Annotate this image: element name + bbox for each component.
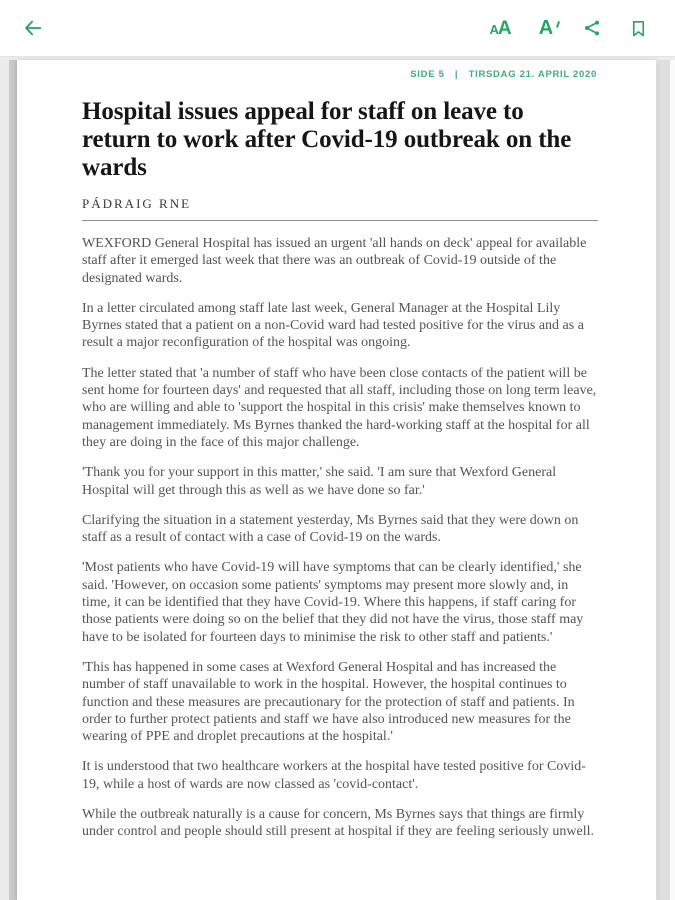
back-button[interactable] [14,9,52,47]
previous-page-edge[interactable] [9,60,17,900]
article-paragraph: In a letter circulated among staff late last week, General Manager at the Hospital Lily Byrnes stated that a patient on a non-Covid ward had tested positive for the virus and as a result a major reconfiguration of the hospital was ongoing. [82,300,584,351]
page-meta [82,69,597,80]
article-body [82,235,597,841]
article-byline: PÁDRAIG RNE [82,196,192,211]
article-headline: Hospital issues appeal for staff on leave to return to work after Covid-19 outbreak on the wards [82,98,572,181]
byline-divider [82,220,598,221]
page-number-label: SIDE 5 [410,69,445,80]
next-page-surface [670,60,675,900]
meta-separator: | [454,69,459,80]
article-paragraph: While the outbreak naturally is a cause for concern, Ms Byrnes says that things are firmly under control and people should still present at hospital if they are feeling seriously unwell. [82,807,595,840]
toolbar [0,0,675,57]
share-icon [582,18,602,38]
share-button[interactable] [573,9,611,47]
article-paragraph: Clarifying the situation in a statement yesterday, Ms Byrnes said that they were down on staff as a result of contact with a case of Covid-19 on the wards. [82,512,579,546]
article-paragraph: 'Thank you for your support in this matter,' she said. 'I am sure that Wexford General Hospital will get through this as well as we have done so far.' [82,465,557,498]
text-size-decrease-icon: AA [489,17,511,39]
text-size-increase-tick [556,21,560,28]
article-content [17,60,656,884]
bookmark-button[interactable] [619,9,657,47]
article-page [17,60,656,900]
article-paragraph: WEXFORD General Hospital has issued an urgent 'all hands on deck' appeal for available staff after it emerged last week that there was an outbreak of Covid-19 outside of the designated wards. [82,236,587,286]
article-paragraph: The letter stated that 'a number of staff who have been close contacts of the patient will be sent home for fourteen days' and requested that all staff, including those on long term leave, who are willing and able to 'support the hospital in this crisis' make themselves known to management immediately. Ms Byrnes thanked the hard-working staff at the hospital for all they are doing in the face of this major challenge. [82,365,597,450]
issue-date-label: TIRSDAG 21. APRIL 2020 [468,69,597,80]
toolbar-actions [481,9,657,47]
bookmark-icon [629,19,648,38]
text-size-increase-icon: A [538,17,554,39]
article-paragraph: 'Most patients who have Covid-19 will have symptoms that can be clearly identified,' she said. 'However, on occasion some patients' symptoms may present more slowly and, in time, it can be identified that they have Covid-19. Where this happens, if staff caring for those patients were doing so on the belief that they did not have the virus, those staff may have to be isolated for fourteen days to minimise the risk to other staff and patients.' [82,560,584,645]
back-arrow-icon [22,17,44,39]
text-size-decrease-button[interactable] [481,9,519,47]
text-size-increase-button[interactable] [527,9,565,47]
article-paragraph: It is understood that two healthcare workers at the hospital have tested positive for Covid-19, while a host of wards are now classed as 'covid-contact'. [82,759,586,792]
article-paragraph: 'This has happened in some cases at Wexford General Hospital and has increased the number of staff unavailable to work in the hospital. However, the hospital continues to function and these measures are precautionary for the protection of staff and patients. In order to further protect patients and staff we have also introduced new measures for the wearing of PPE and droplet precautions at the hospital.' [82,659,575,745]
next-page-edge[interactable] [658,60,670,900]
